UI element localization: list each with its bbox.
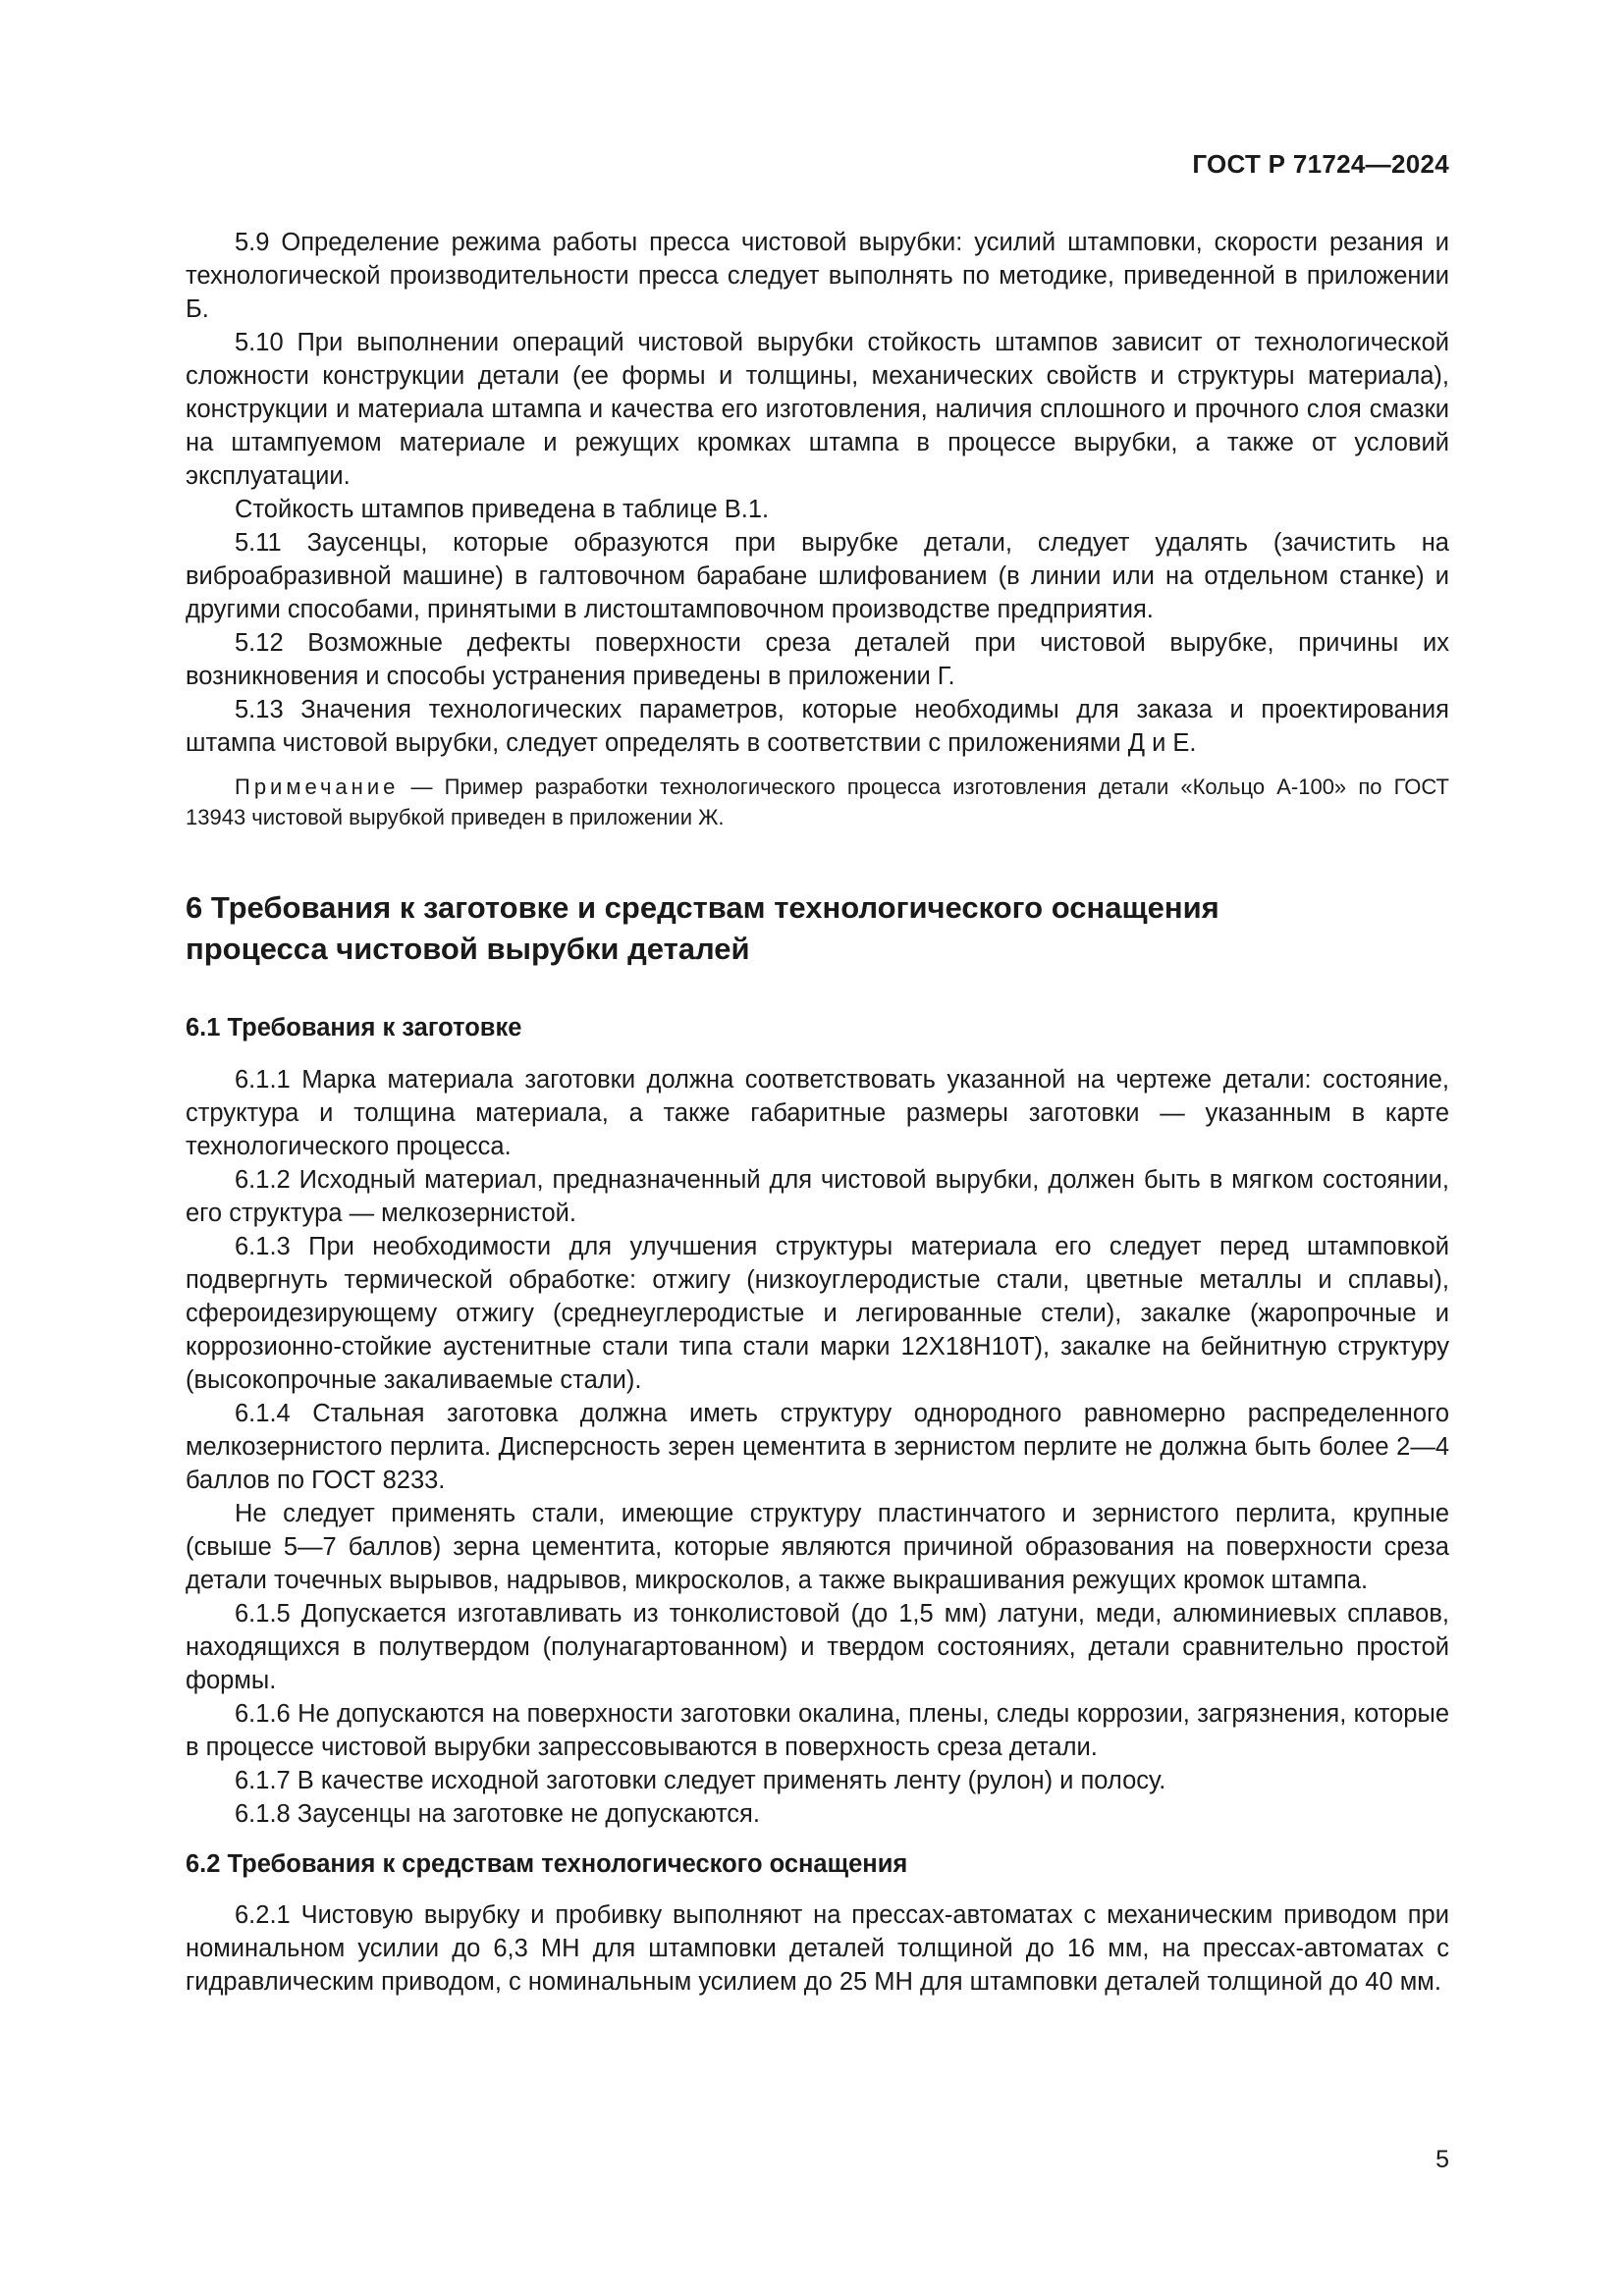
subsection-6-2-body xyxy=(186,1898,1449,1999)
paragraph-6-1-2: 6.1.2 Исходный материал, предназначенный для чистовой вырубки, должен быть в мягком состоянии, его структура — мелкозернистой. xyxy=(186,1166,1449,1227)
paragraph-5-13: 5.13 Значения технологических параметров, которые необходимы для заказа и проектирования штампа чистовой вырубки, следует определять в соответствии с приложениями Д и Е. xyxy=(186,696,1449,757)
paragraph-6-1-7: 6.1.7 В качестве исходной заготовки следует применять ленту (рулон) и полосу. xyxy=(235,1767,1166,1794)
subsection-6-1-body xyxy=(186,1063,1449,1831)
section-6-title-line-2: процесса чистовой вырубки деталей xyxy=(186,932,750,966)
section-6-title-line-1: 6 Требования к заготовке и средствам технологического оснащения xyxy=(186,890,1219,925)
subsection-6-1-heading xyxy=(186,1011,1449,1044)
paragraph-6-1-8: 6.1.8 Заусенцы на заготовке не допускаются. xyxy=(235,1800,760,1828)
paragraph-5-9: 5.9 Определение режима работы пресса чистовой вырубки: усилий штамповки, скорости резания и технологической производительности пресса следует выполнять по методике, приведенной в приложении Б. xyxy=(186,229,1449,323)
subsection-6-2-title: 6.2 Требования к средствам технологического оснащения xyxy=(186,1850,908,1878)
subsection-6-1-title: 6.1 Требования к заготовке xyxy=(186,1014,522,1041)
note-text: — Пример разработки технологического процесса изготовления детали «Кольцо А-100» по ГОСТ 13943 чистовой вырубкой приведен в приложении Ж. xyxy=(186,774,1449,829)
paragraph-5-11: 5.11 Заусенцы, которые образуются при вырубке детали, следует удалять (зачистить на виброабразивной машине) в галтовочном барабане шлифованием (в линии или на отдельном станке) и другими способами, принятыми в листоштамповочном производстве предприятия. xyxy=(186,529,1449,623)
note-paragraph xyxy=(186,772,1449,832)
paragraph-5-10: 5.10 При выполнении операций чистовой вырубки стойкость штампов зависит от технологической сложности конструкции детали (ее формы и толщины, механических свойств и структуры материала), конструкции и материала штампа и качества его изготовления, наличия сплошного и прочного слоя смазки на штампуемом материале и режущих кромках штампа в процессе вырубки, а также от условий эксплуатации. xyxy=(186,329,1449,490)
section-5-body xyxy=(186,226,1449,760)
paragraph-6-1-5: 6.1.5 Допускается изготавливать из тонколистовой (до 1,5 мм) латуни, меди, алюминиевых сплавов, находящихся в полутвердом (полунагартованном) и твердом состояниях, детали сравнительно простой формы. xyxy=(186,1600,1449,1694)
paragraph-6-1-1: 6.1.1 Марка материала заготовки должна соответствовать указанной на чертеже детали: состояние, структура и толщина материала, а также габаритные размеры заготовки — указанным в карте технологического процесса. xyxy=(186,1066,1449,1160)
paragraph-6-1-4-continued: Не следует применять стали, имеющие структуру пластинчатого и зернистого перлита, крупные (свыше 5—7 баллов) зерна цементита, которые являются причиной образования на поверхности среза детали точечных вырывов, надрывов, микросколов, а также выкрашивания режущих кромок штампа. xyxy=(186,1500,1449,1594)
paragraph-6-1-6: 6.1.6 Не допускаются на поверхности заготовки окалина, плены, следы коррозии, загрязнения, которые в процессе чистовой вырубки запрессовываются в поверхность среза детали. xyxy=(186,1700,1449,1761)
paragraph-6-1-3: 6.1.3 При необходимости для улучшения структуры материала его следует перед штамповкой подвергнуть термической обработке: отжигу (низкоуглеродистые стали, цветные металлы и сплавы), сфероидезирующему отжигу (среднеуглеродистые и легированные стели), закалке (жаропрочные и коррозионно-стойкие аустенитные стали типа стали марки 12Х18Н10Т), закалке на бейнитную структуру (высокопрочные закаливаемые стали). xyxy=(186,1233,1449,1394)
document-header: ГОСТ Р 71724—2024 xyxy=(1192,149,1449,179)
paragraph-6-1-4: 6.1.4 Стальная заготовка должна иметь структуру однородного равномерно распределенного мелкозернистого перлита. Дисперсность зерен цементита в зернистом перлите не должна быть более 2—4 баллов по ГОСТ 8233. xyxy=(186,1400,1449,1494)
paragraph-5-12: 5.12 Возможные дефекты поверхности среза деталей при чистовой вырубке, причины их возникновения и способы устранения приведены в приложении Г. xyxy=(186,629,1449,690)
paragraph-6-2-1: 6.2.1 Чистовую вырубку и пробивку выполняют на прессах-автоматах с механическим приводом при номинальном усилии до 6,3 МН для штамповки деталей толщиной до 16 мм, на прессах-автоматах с гидравлическим приводом, с номинальным усилием до 25 МН для штамповки деталей толщиной до 40 мм. xyxy=(186,1901,1449,1996)
page-number: 5 xyxy=(1435,2146,1449,2173)
paragraph-5-10-table-ref: Стойкость штампов приведена в таблице В.1. xyxy=(235,496,770,523)
note-block xyxy=(186,772,1449,832)
document-page xyxy=(186,0,1449,2296)
subsection-6-2-heading xyxy=(186,1847,1449,1881)
section-6-heading xyxy=(186,887,1449,970)
note-label: Примечание xyxy=(235,774,400,799)
